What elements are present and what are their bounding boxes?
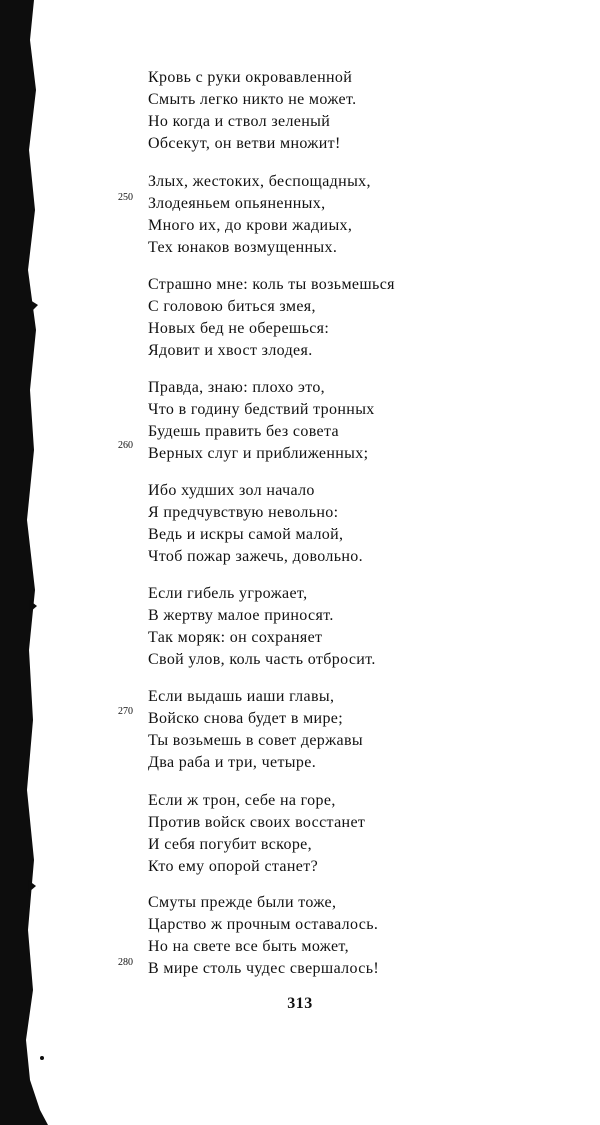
verse-line: Верных слуг и приближенных; bbox=[148, 445, 369, 462]
line-number: 280 bbox=[118, 957, 133, 968]
verse-line: Я предчувствую невольно: bbox=[148, 504, 339, 521]
line-number: 270 bbox=[118, 706, 133, 717]
verse-line: Два раба и три, четыре. bbox=[148, 754, 317, 771]
verse-line: Кровь с руки окровавленной bbox=[148, 69, 353, 86]
verse-line: Будешь править без совета bbox=[148, 423, 339, 440]
verse-line: Если ж трон, себе на горе, bbox=[148, 792, 336, 809]
verse-line: В мире столь чудес свершалось! bbox=[148, 960, 380, 977]
verse-line: Смыть легко никто не может. bbox=[148, 91, 357, 108]
verse-line: Ибо худших зол начало bbox=[148, 482, 315, 499]
verse-line: И себя погубит вскоре, bbox=[148, 836, 312, 853]
verse-line: Ты возьмешь в совет державы bbox=[148, 732, 363, 749]
verse-line: В жертву малое приносят. bbox=[148, 607, 334, 624]
verse-line: Против войск своих восстанет bbox=[148, 814, 366, 831]
verse-line: Кто ему опорой станет? bbox=[148, 858, 319, 875]
verse-line: Чтоб пожар зажечь, довольно. bbox=[148, 548, 363, 565]
line-number: 260 bbox=[118, 440, 133, 451]
verse-line: Но когда и ствол зеленый bbox=[148, 113, 331, 130]
verse-line: Если гибель угрожает, bbox=[148, 585, 308, 602]
verse-line: Ведь и искры самой малой, bbox=[148, 526, 344, 543]
verse-line: Что в годину бедствий тронных bbox=[148, 401, 375, 418]
verse-line: Обсекут, он ветви множит! bbox=[148, 135, 341, 152]
verse-line: Если выдашь иаши главы, bbox=[148, 688, 335, 705]
verse-line: Войско снова будет в мире; bbox=[148, 710, 344, 727]
verse-line: Страшно мне: коль ты возьмешься bbox=[148, 276, 395, 293]
verse-line: Смуты прежде были тоже, bbox=[148, 894, 337, 911]
page-number: 313 bbox=[287, 995, 313, 1012]
verse-line: Но на свете все быть может, bbox=[148, 938, 349, 955]
verse-line: Правда, знаю: плохо это, bbox=[148, 379, 326, 396]
verse-line: Много их, до крови жадиых, bbox=[148, 217, 353, 234]
verse-line: Злых, жестоких, беспощадных, bbox=[148, 173, 371, 190]
line-number: 250 bbox=[118, 192, 133, 203]
verse-line: Тех юнаков возмущенных. bbox=[148, 239, 338, 256]
verse-line: Ядовит и хвост злодея. bbox=[148, 342, 313, 359]
verse-line: Царство ж прочным оставалось. bbox=[148, 916, 379, 933]
verse-line: Новых бед не оберешься: bbox=[148, 320, 330, 337]
verse-line: С головою биться змея, bbox=[148, 298, 316, 315]
verse-line: Злодеяньем опьяненных, bbox=[148, 195, 326, 212]
verse-line: Свой улов, коль часть отбросит. bbox=[148, 651, 376, 668]
verse-line: Так моряк: он сохраняет bbox=[148, 629, 323, 646]
